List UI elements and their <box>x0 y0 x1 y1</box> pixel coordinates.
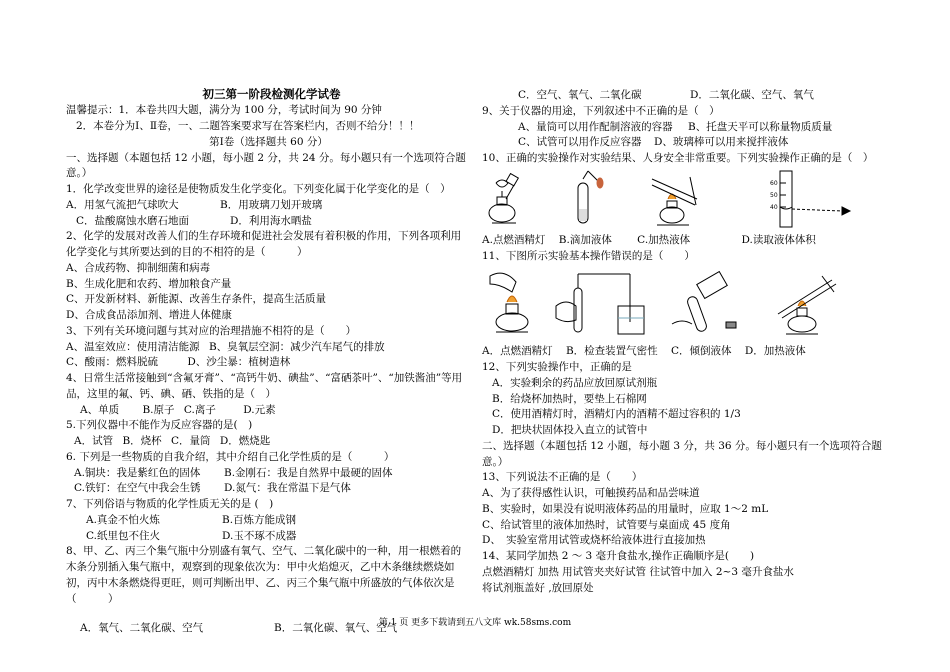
q1-option-c: C．盐酸腐蚀水磨石地面 <box>76 214 190 227</box>
tip-line-1: 温馨提示：1．本卷共四大题，满分为 100 分，考试时间为 90 分钟 <box>66 104 382 117</box>
tip-line-2: 2．本卷分为Ⅰ、Ⅱ卷，一、二题答案要求写在答案栏内，否则不给分！！！ <box>76 120 420 132</box>
q4-option-b: B.原子 <box>142 403 175 416</box>
q6-option-c: C.铁钉：在空气中我会生锈 <box>74 482 201 495</box>
measure-label-60: 60 <box>770 179 778 187</box>
q11-option-a: A．点燃酒精灯 <box>482 345 553 358</box>
lamp-lighting-icon <box>490 273 528 332</box>
q14-stem: 14、某同学加热 2 ～ 3 毫升食盐水,操作正确顺序是( ) <box>482 550 755 562</box>
right-column <box>482 88 892 596</box>
q1-option-d: D．利用海水晒盐 <box>230 214 312 227</box>
measure-label-50: 50 <box>770 191 778 199</box>
q5-option-c: C．量筒 <box>171 435 211 447</box>
measuring-cylinder-icon <box>780 171 850 227</box>
q9-option-b: B、托盘天平可以称量物质质量 <box>688 120 833 133</box>
q9-options-row2 <box>482 135 892 151</box>
q13-option-b: B、实验时，如果没有说明液体药品的用量时，应取 1～2 mL <box>482 502 769 515</box>
section-one-instructions: 一、选择题（本题包括 12 小题，每小题 2 分，共 24 分。每小题只有一个选项符合题意。） <box>66 151 466 180</box>
q7-option-a: A.真金不怕火炼 <box>86 513 160 526</box>
q11-stem: 11、下图所示实验基本操作错误的是（ ） <box>482 249 695 262</box>
q9-options-row1 <box>482 120 892 136</box>
q11-options <box>482 344 892 360</box>
q5-option-d: D．燃烧匙 <box>219 435 271 447</box>
q1-options-row2 <box>66 214 471 230</box>
q4-option-d: D.元素 <box>243 403 276 416</box>
q6-option-d: D.氮气：我在常温下是气体 <box>224 482 351 495</box>
q10-option-d: D.读取液体体积 <box>741 233 816 246</box>
page-title: 初三第一阶段检测化学试卷 <box>202 87 341 101</box>
q13-stem: 13、下列说法不正确的是（ ） <box>482 471 643 484</box>
q1-options-row1 <box>66 198 471 214</box>
q8-option-b: B．二氧化碳、氧气、空气 <box>274 622 398 635</box>
q2-option-d: D、合成食品添加剂、增进人体健康 <box>66 309 232 321</box>
q3-stem: 3、下列有关环境问题与其对应的治理措施不相符的是（ ） <box>66 324 357 337</box>
q12-option-b: B．给烧杯加热时，要垫上石棉网 <box>492 392 647 405</box>
q7-options-row2 <box>66 529 471 545</box>
q11-figures <box>482 266 892 342</box>
q11-option-c: C．倾倒液体 <box>671 345 732 358</box>
q4-option-a: A、单质 <box>80 403 120 416</box>
alcohol-lamp-icon <box>489 173 518 222</box>
q10-options <box>482 233 892 249</box>
q5-option-b: B．烧杯 <box>122 435 162 447</box>
q13-option-d: D、 实验室常用试管或烧杯给液体进行直接加热 <box>482 534 706 547</box>
q8-options-row2 <box>482 88 892 104</box>
q2-option-c: C、开发新材料、新能源、改善生存条件，提高生活质量 <box>66 293 327 306</box>
q5-options <box>66 434 471 450</box>
q9-option-a: A、量筒可以用作配制溶液的容器 <box>518 120 673 133</box>
q4-option-c: C.离子 <box>183 403 216 416</box>
q7-option-d: D.玉不琢不成器 <box>222 529 297 542</box>
q3-option-b: B、臭氧层空洞：减少汽车尾气的排放 <box>208 340 385 353</box>
q10-option-c: C.加热液体 <box>637 233 691 246</box>
q14-steps-1: 点燃酒精灯 加热 用试管夹夹好试管 往试管中加入 2~3 毫升食盐水 <box>482 565 794 578</box>
heating-liquid-icon <box>778 276 836 334</box>
q7-option-b: B.百炼方能成钢 <box>222 513 297 526</box>
q14-steps-2: 将试剂瓶盖好 ,放回原处 <box>482 581 594 594</box>
q6-option-a: A.铜块：我是紫红色的固体 <box>74 466 201 479</box>
q12-option-c: C．使用酒精灯时，酒精灯内的酒精不超过容积的 1/3 <box>492 408 741 421</box>
dropper-test-tube-icon <box>578 171 603 223</box>
q6-stem: 6. 下列是一些物质的自我介绍，其中介绍自己化学性质的是（ ） <box>66 450 395 463</box>
q12-stem: 12、下列实验操作中，正确的是 <box>482 361 632 373</box>
airtightness-check-icon <box>556 274 644 334</box>
q8-option-c: C．空气、氧气、二氧化碳 <box>518 89 642 101</box>
q2-option-b: B、生成化肥和农药、增加粮食产量 <box>66 277 232 290</box>
q10-figures <box>482 169 892 231</box>
page-footer: 第 1 页 更多下载请到五八文库 wk.58sms.com <box>378 618 572 628</box>
q11-option-d: D．加热液体 <box>744 345 806 358</box>
q4-options <box>66 403 471 419</box>
q5-stem: 5.下列仪器中不能作为反应容器的是( ) <box>66 419 253 432</box>
q10-option-b: B.滴加液体 <box>558 233 612 246</box>
q7-option-c: C.纸里包不住火 <box>86 529 160 542</box>
pouring-liquid-icon <box>672 272 736 333</box>
q1-option-b: B．用玻璃刀划开玻璃 <box>220 198 323 211</box>
q9-stem: 9、关于仪器的用途，下列叙述中不正确的是（ ） <box>482 104 720 117</box>
q12-option-a: A．实验剩余的药品应放回原试剂瓶 <box>492 376 658 389</box>
q3-options-row1 <box>66 340 471 356</box>
q5-option-a: A．试管 <box>74 435 114 447</box>
q11-figure-svg <box>482 266 892 342</box>
section-heading: 第Ⅰ卷（选择题共 60 分） <box>209 135 328 148</box>
q1-stem: 1．化学改变世界的途径是使物质发生化学变化。下列变化属于化学变化的是（ ） <box>66 183 451 195</box>
q6-options-row2 <box>66 481 471 497</box>
q8-option-d: D．二氧化碳、空气、氧气 <box>690 89 814 101</box>
q4-stem: 4、日常生活常接触到“含氟牙膏”、“高钙牛奶、碘盐”、“富硒茶叶”、“加铁酱油”等用品，这里的氟、钙、碘、硒、铁指的是（ ） <box>66 372 463 400</box>
q3-option-c: C、酸雨：燃料脱硫 <box>66 356 159 369</box>
q13-option-a: A、为了获得感性认识，可触摸药品和品尝味道 <box>482 487 700 499</box>
measure-label-40: 40 <box>770 203 778 211</box>
section-two-instructions: 二、选择题（本题包括 12 小题，每小题 3 分，共 36 分。每小题只有一个选项符合题意。） <box>482 439 882 468</box>
q11-option-b: B．检查装置气密性 <box>565 345 658 358</box>
left-column <box>66 86 471 637</box>
q10-stem: 10、正确的实验操作对实验结果、人身安全非常重要。下列实验操作正确的是（ ） <box>482 152 874 164</box>
q13-option-c: C、给试管里的液体加热时，试管要与桌面成 45 度角 <box>482 518 731 531</box>
q9-option-c: C、试管可以用作反应容器 <box>518 136 642 149</box>
q10-figure-svg <box>482 169 892 231</box>
q7-stem: 7、下列俗语与物质的化学性质无关的是 ( ) <box>66 498 274 510</box>
q3-option-d: D、沙尘暴：植树造林 <box>187 356 291 369</box>
q10-option-a: A.点燃酒精灯 <box>482 233 546 246</box>
q3-options-row2 <box>66 355 471 371</box>
q8-option-a: A．氧气、二氧化碳、空气 <box>80 622 204 635</box>
q9-option-d: D、玻璃棒可以用来搅拌液体 <box>654 136 789 149</box>
q1-option-a: A．用氢气流把气球吹大 <box>66 198 179 211</box>
q12-option-d: D．把块状固体投入直立的试管中 <box>492 424 648 436</box>
q7-options-row1 <box>66 513 471 529</box>
heating-test-tube-icon <box>652 177 697 225</box>
q2-option-a: A、合成药物、抑制细菌和病毒 <box>66 261 211 274</box>
q6-options-row1 <box>66 466 471 482</box>
q3-option-a: A、温室效应：使用清洁能源 <box>66 340 200 353</box>
q8-stem: 8、甲、乙、丙三个集气瓶中分别盛有氧气、空气、二氧化碳中的一种，用一根燃着的木条分别插入集气瓶中，观察到的现象依次为：甲中火焰熄灭，乙中木条继续燃烧如初，丙中木条燃烧得更旺，则可判断出甲、乙、丙三个集气瓶中所盛放的气体依次是（ ） <box>66 545 462 605</box>
q2-stem: 2、化学的发展对改善人们的生存环境和促进社会发展有着积极的作用，下列各项利用化学变化与其所要达到的目的不相符的是（ ） <box>66 230 462 258</box>
q6-option-b: B.金刚石：我是自然界中最硬的固体 <box>224 466 393 479</box>
